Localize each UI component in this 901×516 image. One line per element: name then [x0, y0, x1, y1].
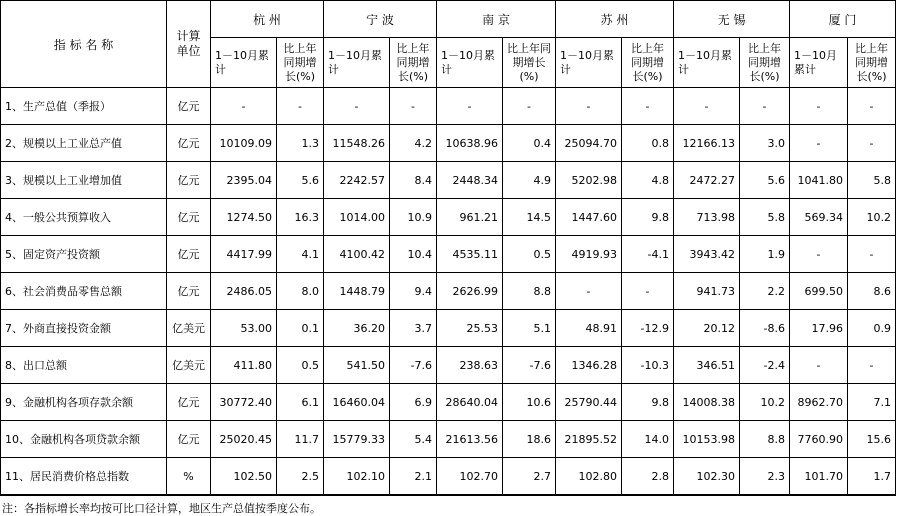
unit-cell: 亿元	[167, 162, 211, 199]
cumulative-value: 48.91	[556, 310, 622, 347]
growth-value: 1.7	[848, 458, 896, 496]
growth-value: 4.9	[503, 162, 556, 199]
unit-cell: 亿元	[167, 88, 211, 125]
growth-value: 2.7	[503, 458, 556, 496]
period-header: 1－10月累计	[437, 38, 503, 88]
unit-cell: 亿元	[167, 236, 211, 273]
growth-value: 4.2	[390, 125, 437, 162]
cumulative-value: 5202.98	[556, 162, 622, 199]
cumulative-value: -	[790, 347, 848, 384]
cumulative-value: 2486.05	[211, 273, 277, 310]
growth-value: 0.4	[503, 125, 556, 162]
cumulative-value: 14008.38	[674, 384, 740, 421]
growth-value: -	[848, 125, 896, 162]
cumulative-value: 11548.26	[324, 125, 390, 162]
growth-value: 6.1	[277, 384, 324, 421]
table-row	[1, 125, 896, 162]
cumulative-value: 36.20	[324, 310, 390, 347]
city-header: 无 锡	[674, 1, 790, 38]
cumulative-value: 1447.60	[556, 199, 622, 236]
growth-header: 比上年同期增长(%)	[277, 38, 324, 88]
growth-value: 3.7	[390, 310, 437, 347]
growth-value: -7.6	[503, 347, 556, 384]
growth-value: -4.1	[622, 236, 674, 273]
cumulative-value: 961.21	[437, 199, 503, 236]
growth-value: 1.9	[740, 236, 790, 273]
unit-cell: %	[167, 458, 211, 496]
growth-value: -2.4	[740, 347, 790, 384]
indicator-header: 指 标 名 称	[1, 1, 167, 88]
cumulative-value: 102.70	[437, 458, 503, 496]
growth-value: 18.6	[503, 421, 556, 458]
table-row	[1, 199, 896, 236]
growth-value: 11.7	[277, 421, 324, 458]
growth-value: -	[848, 236, 896, 273]
indicator-name: 5、固定资产投资额	[1, 236, 167, 273]
unit-cell: 亿美元	[167, 310, 211, 347]
cumulative-value: -	[437, 88, 503, 125]
growth-value: 8.0	[277, 273, 324, 310]
cumulative-value: 102.80	[556, 458, 622, 496]
cumulative-value: 4919.93	[556, 236, 622, 273]
growth-value: 0.5	[503, 236, 556, 273]
cumulative-value: 1346.28	[556, 347, 622, 384]
period-header: 1－10月累计	[674, 38, 740, 88]
growth-value: 3.0	[740, 125, 790, 162]
cumulative-value: 1448.79	[324, 273, 390, 310]
table-row	[1, 458, 896, 496]
unit-cell: 亿美元	[167, 347, 211, 384]
growth-header: 比上年同期增长(%)	[740, 38, 790, 88]
table-row	[1, 162, 896, 199]
cumulative-value: 7760.90	[790, 421, 848, 458]
growth-value: 5.6	[277, 162, 324, 199]
growth-value: 10.9	[390, 199, 437, 236]
cumulative-value: 53.00	[211, 310, 277, 347]
cumulative-value: -	[674, 88, 740, 125]
indicator-name: 11、居民消费价格总指数	[1, 458, 167, 496]
unit-cell: 亿元	[167, 384, 211, 421]
city-header: 苏 州	[556, 1, 674, 38]
cumulative-value: 102.10	[324, 458, 390, 496]
table-body	[1, 88, 896, 496]
growth-value: -10.3	[622, 347, 674, 384]
growth-value: 10.4	[390, 236, 437, 273]
cumulative-value: 4417.99	[211, 236, 277, 273]
growth-value: 10.2	[848, 199, 896, 236]
cumulative-value: 10638.96	[437, 125, 503, 162]
cumulative-value: -	[556, 88, 622, 125]
cumulative-value: 1274.50	[211, 199, 277, 236]
cumulative-value: 2448.34	[437, 162, 503, 199]
growth-value: 5.8	[848, 162, 896, 199]
cumulative-value: 25094.70	[556, 125, 622, 162]
cumulative-value: 238.63	[437, 347, 503, 384]
indicator-name: 1、生产总值（季报）	[1, 88, 167, 125]
growth-value: -	[622, 88, 674, 125]
cumulative-value: 25020.45	[211, 421, 277, 458]
growth-value: -12.9	[622, 310, 674, 347]
cumulative-value: 21613.56	[437, 421, 503, 458]
growth-value: -	[503, 88, 556, 125]
cumulative-value: 1014.00	[324, 199, 390, 236]
growth-value: 9.4	[390, 273, 437, 310]
growth-value: 0.1	[277, 310, 324, 347]
growth-value: -	[848, 88, 896, 125]
table-row	[1, 384, 896, 421]
growth-value: -	[740, 88, 790, 125]
table-row	[1, 421, 896, 458]
cumulative-value: 2626.99	[437, 273, 503, 310]
period-header: 1－10月累计	[324, 38, 390, 88]
cumulative-value: -	[556, 273, 622, 310]
period-header: 1－10月累计	[790, 38, 848, 88]
growth-value: 7.1	[848, 384, 896, 421]
table-row	[1, 347, 896, 384]
cumulative-value: 10153.98	[674, 421, 740, 458]
growth-value: 5.4	[390, 421, 437, 458]
cumulative-value: 8962.70	[790, 384, 848, 421]
cumulative-value: 25.53	[437, 310, 503, 347]
indicator-name: 8、出口总额	[1, 347, 167, 384]
cumulative-value: 2472.27	[674, 162, 740, 199]
indicator-name: 6、社会消费品零售总额	[1, 273, 167, 310]
growth-header: 比上年同期增长(%)	[622, 38, 674, 88]
city-header: 厦 门	[790, 1, 896, 38]
cumulative-value: 3943.42	[674, 236, 740, 273]
cumulative-value: -	[790, 88, 848, 125]
cumulative-value: 101.70	[790, 458, 848, 496]
growth-value: 0.5	[277, 347, 324, 384]
cumulative-value: 2395.04	[211, 162, 277, 199]
cumulative-value: 411.80	[211, 347, 277, 384]
growth-header: 比上年同期增长(%)	[503, 38, 556, 88]
table-row	[1, 88, 896, 125]
cumulative-value: 102.50	[211, 458, 277, 496]
indicator-name: 2、规模以上工业总产值	[1, 125, 167, 162]
city-header: 宁 波	[324, 1, 437, 38]
cumulative-value: 17.96	[790, 310, 848, 347]
indicator-name: 7、外商直接投资金额	[1, 310, 167, 347]
growth-value: 2.3	[740, 458, 790, 496]
unit-cell: 亿元	[167, 421, 211, 458]
table-row	[1, 273, 896, 310]
indicator-name: 3、规模以上工业增加值	[1, 162, 167, 199]
cumulative-value: 21895.52	[556, 421, 622, 458]
cumulative-value: 346.51	[674, 347, 740, 384]
cumulative-value: -	[324, 88, 390, 125]
cumulative-value: 25790.44	[556, 384, 622, 421]
cumulative-value: 1041.80	[790, 162, 848, 199]
indicator-name: 9、金融机构各项存款余额	[1, 384, 167, 421]
cumulative-value: 2242.57	[324, 162, 390, 199]
growth-value: -8.6	[740, 310, 790, 347]
growth-value: 8.8	[740, 421, 790, 458]
growth-value: 6.9	[390, 384, 437, 421]
growth-value: 4.8	[622, 162, 674, 199]
period-header: 1－10月累计	[211, 38, 277, 88]
cumulative-value: -	[790, 125, 848, 162]
growth-value: -	[277, 88, 324, 125]
growth-value: 9.8	[622, 199, 674, 236]
cumulative-value: 10109.09	[211, 125, 277, 162]
cumulative-value: -	[790, 236, 848, 273]
growth-value: 0.8	[622, 125, 674, 162]
growth-header: 比上年同期增长(%)	[848, 38, 896, 88]
cumulative-value: 4100.42	[324, 236, 390, 273]
cumulative-value: 16460.04	[324, 384, 390, 421]
growth-value: -	[622, 273, 674, 310]
cumulative-value: 20.12	[674, 310, 740, 347]
growth-header: 比上年同期增长(%)	[390, 38, 437, 88]
growth-value: 1.3	[277, 125, 324, 162]
growth-value: 9.8	[622, 384, 674, 421]
growth-value: 5.6	[740, 162, 790, 199]
growth-value: 16.3	[277, 199, 324, 236]
growth-value: 14.5	[503, 199, 556, 236]
growth-value: 15.6	[848, 421, 896, 458]
period-header: 1－10月累计	[556, 38, 622, 88]
growth-value: 2.1	[390, 458, 437, 496]
growth-value: 2.5	[277, 458, 324, 496]
footnote: 注：各指标增长率均按可比口径计算，地区生产总值按季度公布。	[2, 502, 321, 515]
growth-value: 10.6	[503, 384, 556, 421]
growth-value: -	[390, 88, 437, 125]
growth-value: 5.8	[740, 199, 790, 236]
growth-value: 8.8	[503, 273, 556, 310]
cumulative-value: 713.98	[674, 199, 740, 236]
growth-value: 8.6	[848, 273, 896, 310]
city-header: 南 京	[437, 1, 556, 38]
growth-value: 8.4	[390, 162, 437, 199]
growth-value: -	[848, 347, 896, 384]
table-row	[1, 236, 896, 273]
city-header: 杭 州	[211, 1, 324, 38]
cumulative-value: 541.50	[324, 347, 390, 384]
growth-value: 4.1	[277, 236, 324, 273]
cumulative-value: 569.34	[790, 199, 848, 236]
cumulative-value: 28640.04	[437, 384, 503, 421]
unit-cell: 亿元	[167, 273, 211, 310]
cumulative-value: 30772.40	[211, 384, 277, 421]
cumulative-value: 4535.11	[437, 236, 503, 273]
cumulative-value: -	[211, 88, 277, 125]
cumulative-value: 15779.33	[324, 421, 390, 458]
unit-cell: 亿元	[167, 125, 211, 162]
indicator-name: 4、一般公共预算收入	[1, 199, 167, 236]
cumulative-value: 941.73	[674, 273, 740, 310]
cumulative-value: 12166.13	[674, 125, 740, 162]
growth-value: 14.0	[622, 421, 674, 458]
indicator-name: 10、金融机构各项贷款余额	[1, 421, 167, 458]
unit-header: 计算单位	[167, 1, 211, 88]
cumulative-value: 699.50	[790, 273, 848, 310]
growth-value: 2.2	[740, 273, 790, 310]
growth-value: 10.2	[740, 384, 790, 421]
growth-value: 2.8	[622, 458, 674, 496]
growth-value: 0.9	[848, 310, 896, 347]
unit-cell: 亿元	[167, 199, 211, 236]
cumulative-value: 102.30	[674, 458, 740, 496]
growth-value: 5.1	[503, 310, 556, 347]
growth-value: -7.6	[390, 347, 437, 384]
table-row	[1, 310, 896, 347]
